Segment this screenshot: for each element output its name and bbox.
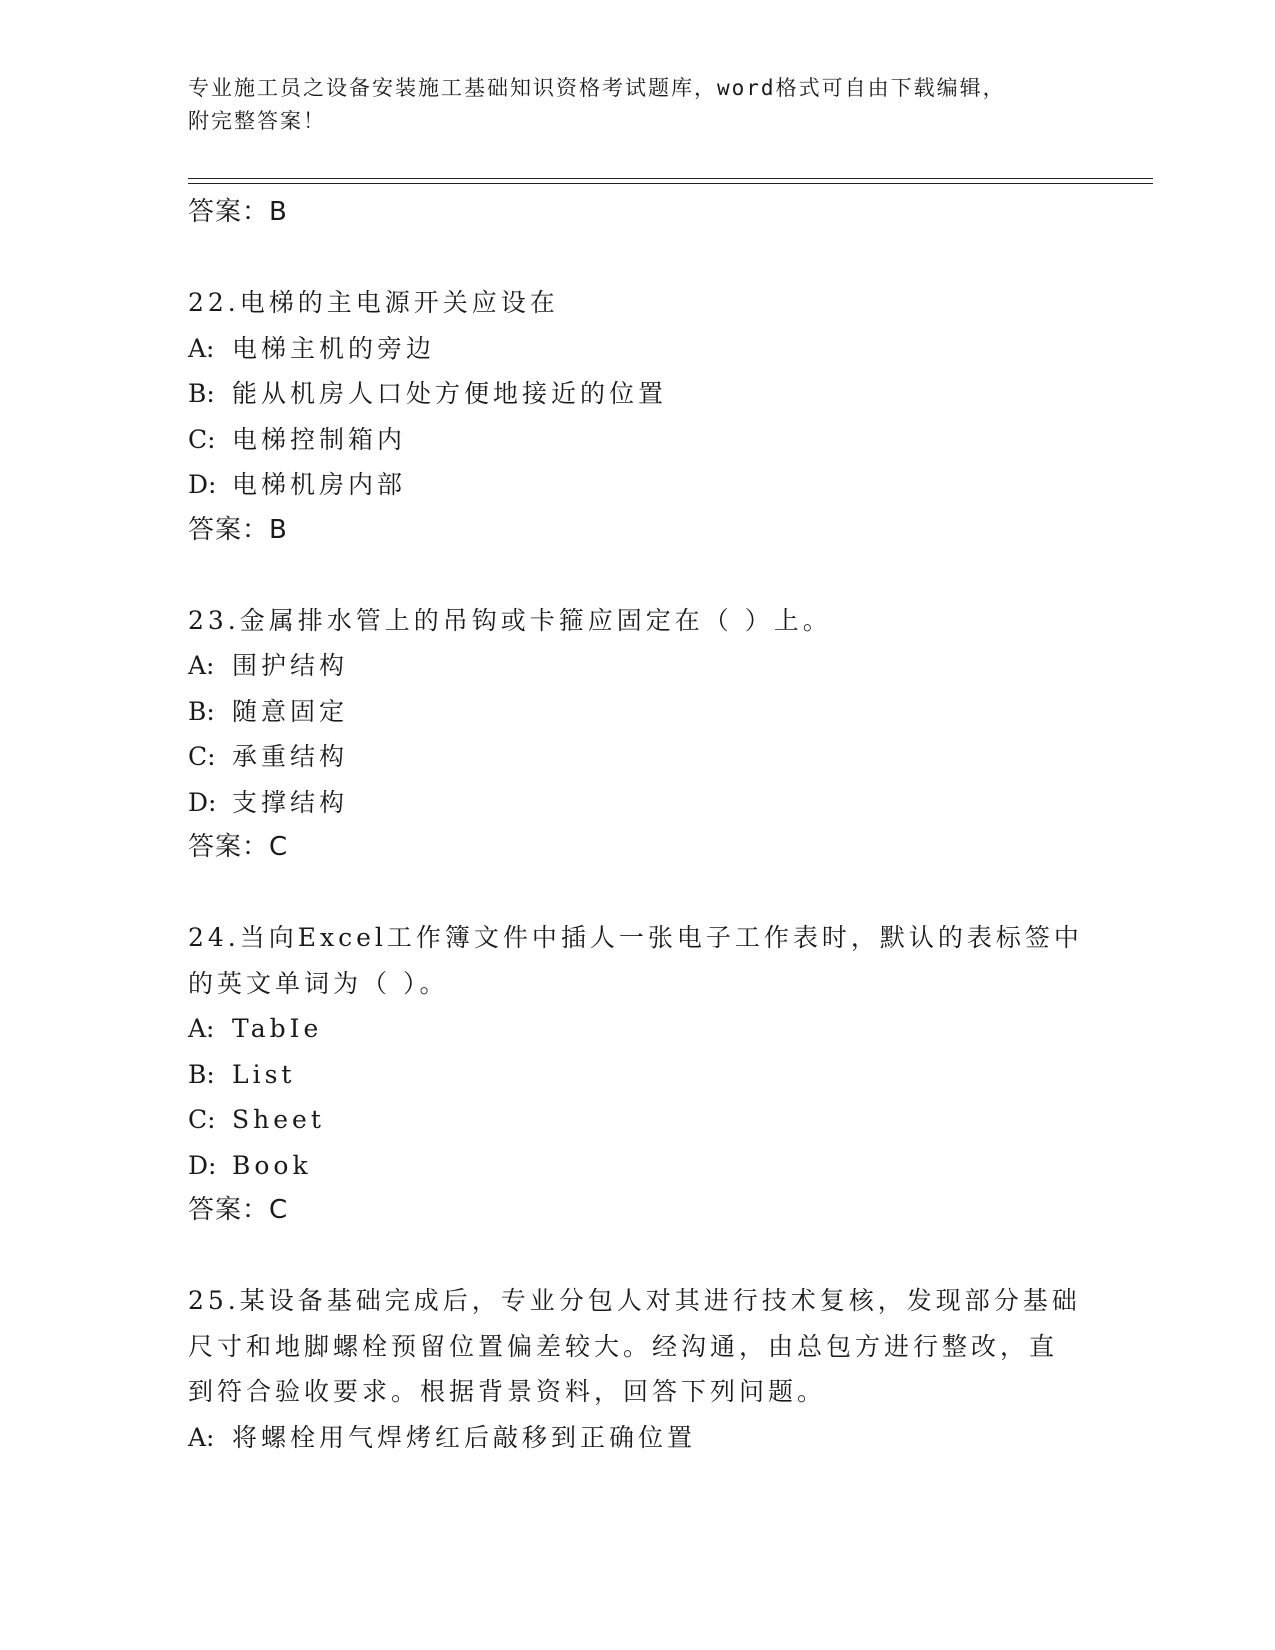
option-letter: D:: [188, 787, 217, 817]
option-letter: D:: [188, 470, 217, 499]
header-line-1: 专业施工员之设备安装施工基础知识资格考试题库，word格式可自由下载编辑，: [188, 76, 1006, 100]
option-letter: C:: [188, 1105, 216, 1134]
answer-previous: 答案：B: [188, 197, 288, 227]
option-c: [188, 1097, 1088, 1143]
option-text: 能从机房人口处方便地接近的位置: [232, 379, 668, 408]
option-text: List: [232, 1059, 296, 1089]
question-25: [188, 1278, 1088, 1460]
option-b: [188, 371, 1088, 417]
header-line-2: 附完整答案！: [188, 109, 326, 133]
option-c: [188, 734, 1088, 780]
option-text: 电梯控制箱内: [232, 424, 407, 454]
option-text: TabIe: [232, 1014, 323, 1043]
option-letter: A:: [188, 333, 215, 363]
option-letter: D:: [188, 1150, 217, 1180]
document-header: [188, 72, 1088, 138]
option-text: 随意固定: [232, 696, 349, 726]
option-a: [188, 1415, 1088, 1461]
question-text-line-2: 尺寸和地脚螺栓预留位置偏差较大。经沟通，由总包方进行整改，直: [188, 1331, 1059, 1361]
option-letter: A:: [188, 651, 215, 680]
option-a: [188, 643, 1088, 689]
option-text: 电梯机房内部: [232, 470, 407, 499]
option-text: 支撑结构: [232, 787, 349, 817]
option-letter: A:: [188, 1422, 215, 1452]
question-text: 22.电梯的主电源开关应设在: [188, 288, 559, 317]
option-text: Sheet: [232, 1105, 325, 1134]
option-text: Book: [232, 1150, 312, 1180]
option-a: [188, 1006, 1088, 1052]
answer-22: 答案：B: [188, 514, 288, 545]
question-text-line-2: 的英文单词为（ ）。: [188, 968, 449, 998]
option-text: 将螺栓用气焊烤红后敲移到正确位置: [232, 1422, 697, 1452]
question-24: [188, 915, 1088, 1232]
option-text: 承重结构: [232, 742, 349, 771]
option-letter: C:: [188, 742, 216, 771]
option-letter: B:: [188, 379, 215, 408]
option-d: [188, 780, 1088, 826]
question-text: 23.金属排水管上的吊钩或卡箍应固定在（ ）上。: [188, 605, 832, 635]
header-divider-top: [188, 178, 1153, 179]
question-23: [188, 598, 1088, 870]
option-text: 围护结构: [232, 651, 349, 680]
question-list: [188, 190, 1088, 1460]
option-d: [188, 462, 1088, 508]
option-b: [188, 1052, 1088, 1098]
answer-23: 答案：C: [188, 832, 289, 862]
option-letter: A:: [188, 1014, 215, 1043]
question-text-line-1: 25.某设备基础完成后，专业分包人对其进行技术复核，发现部分基础: [188, 1286, 1081, 1315]
question-text-line-1: 24.当向Excel工作簿文件中插人一张电子工作表时，默认的表标签中: [188, 923, 1083, 952]
option-b: [188, 689, 1088, 735]
option-letter: C:: [188, 424, 216, 454]
question-22: [188, 280, 1088, 552]
option-letter: B:: [188, 1059, 215, 1089]
option-a: [188, 326, 1088, 372]
header-divider-bottom: [188, 183, 1153, 184]
question-text-line-3: 到符合验收要求。根据背景资料，回答下列问题。: [188, 1377, 827, 1406]
option-letter: B:: [188, 696, 215, 726]
option-d: [188, 1143, 1088, 1189]
option-c: [188, 417, 1088, 463]
answer-24: 答案：C: [188, 1195, 289, 1225]
option-text: 电梯主机的旁边: [232, 333, 436, 363]
